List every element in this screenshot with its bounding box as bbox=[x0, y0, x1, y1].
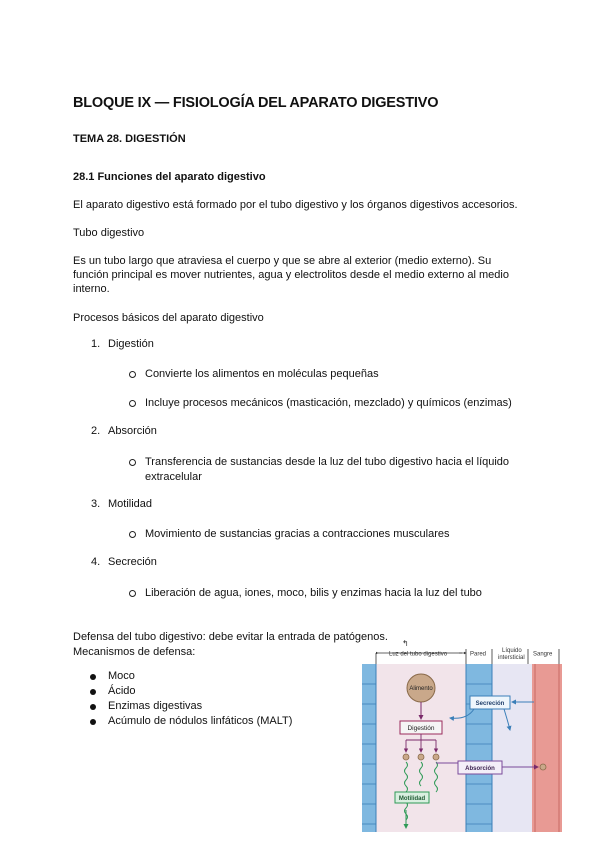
label-absorcion: Absorción bbox=[465, 766, 495, 772]
nutrient-molecule bbox=[403, 754, 409, 760]
label-alimento: Alimento bbox=[409, 686, 433, 692]
bullet-icon bbox=[90, 689, 96, 695]
process-sub-item: Convierte los alimentos en moléculas pequeñas bbox=[145, 368, 379, 380]
label-pared: Pared bbox=[470, 651, 487, 658]
label-motilidad: Motilidad bbox=[398, 796, 426, 802]
process-sub-item: Liberación de agua, iones, moco, bilis y enzimas hacia la luz del tubo bbox=[145, 587, 482, 599]
cursor-glyph: ↰ bbox=[402, 640, 409, 648]
process-label: Absorción bbox=[108, 425, 157, 437]
label-sangre: Sangre bbox=[533, 651, 553, 658]
mechanism-item: Acúmulo de nódulos linfáticos (MALT) bbox=[108, 715, 293, 727]
nutrient-molecule bbox=[418, 754, 424, 760]
process-label: Digestión bbox=[108, 338, 154, 350]
mecanismos-line: Mecanismos de defensa: bbox=[73, 646, 196, 658]
circle-bullet-icon bbox=[129, 459, 136, 466]
absorbed-molecule bbox=[540, 764, 546, 770]
circle-bullet-icon bbox=[129, 531, 136, 538]
mechanism-item: Enzimas digestivas bbox=[108, 700, 203, 712]
tubo-text-line-2: función principal es mover nutrientes, agua y electrolitos desde el medio externo al medio bbox=[73, 269, 509, 281]
mechanism-item: Moco bbox=[108, 670, 135, 682]
circle-bullet-icon bbox=[129, 371, 136, 378]
digestive-processes-diagram bbox=[362, 640, 562, 832]
process-sub-item-continuation: extracelular bbox=[145, 471, 202, 483]
tubo-text-line-3: interno. bbox=[73, 283, 110, 295]
process-sub-item: Incluye procesos mecánicos (masticación, mezclado) y químicos (enzimas) bbox=[145, 397, 512, 409]
section-heading: 28.1 Funciones del aparato digestivo bbox=[73, 171, 266, 183]
circle-bullet-icon bbox=[129, 590, 136, 597]
process-number: 2. bbox=[91, 425, 101, 437]
mechanism-item: Ácido bbox=[108, 685, 136, 697]
left-epithelium bbox=[362, 664, 376, 832]
tubo-text-line-1: Es un tubo largo que atraviesa el cuerpo y que se abre al exterior (medio externo). Su bbox=[73, 255, 492, 267]
label-liquido: Líquido bbox=[502, 648, 522, 654]
procesos-heading: Procesos básicos del aparato digestivo bbox=[73, 312, 264, 324]
interstitial-region bbox=[492, 664, 532, 832]
process-sub-item: Transferencia de sustancias desde la luz del tubo digestivo hacia el líquido bbox=[145, 456, 510, 468]
bullet-icon bbox=[90, 674, 96, 680]
tubo-heading: Tubo digestivo bbox=[73, 227, 145, 239]
label-luz: Luz del tubo digestivo bbox=[389, 651, 448, 658]
defensa-line: Defensa del tubo digestivo: debe evitar la entrada de patógenos. bbox=[73, 631, 388, 643]
process-label: Secreción bbox=[108, 556, 157, 568]
page-title: BLOQUE IX — FISIOLOGÍA DEL APARATO DIGESTIVO bbox=[73, 95, 439, 111]
label-intersticial: intersticial bbox=[498, 655, 525, 661]
process-number: 1. bbox=[91, 338, 101, 350]
nutrient-molecule bbox=[433, 754, 439, 760]
tema-heading: TEMA 28. DIGESTIÓN bbox=[73, 133, 186, 145]
process-sub-item: Movimiento de sustancias gracias a contracciones musculares bbox=[145, 528, 450, 540]
process-number: 4. bbox=[91, 556, 101, 568]
intro-paragraph: El aparato digestivo está formado por el tubo digestivo y los órganos digestivos accesorios. bbox=[73, 199, 518, 211]
bullet-icon bbox=[90, 704, 96, 710]
label-secrecion: Secreción bbox=[475, 701, 505, 707]
wall-epithelium bbox=[466, 664, 492, 832]
circle-bullet-icon bbox=[129, 400, 136, 407]
bullet-icon bbox=[90, 719, 96, 725]
process-number: 3. bbox=[91, 498, 101, 510]
label-digestion: Digestión bbox=[407, 725, 435, 732]
process-label: Motilidad bbox=[108, 498, 153, 510]
blood-vessel bbox=[532, 664, 562, 832]
